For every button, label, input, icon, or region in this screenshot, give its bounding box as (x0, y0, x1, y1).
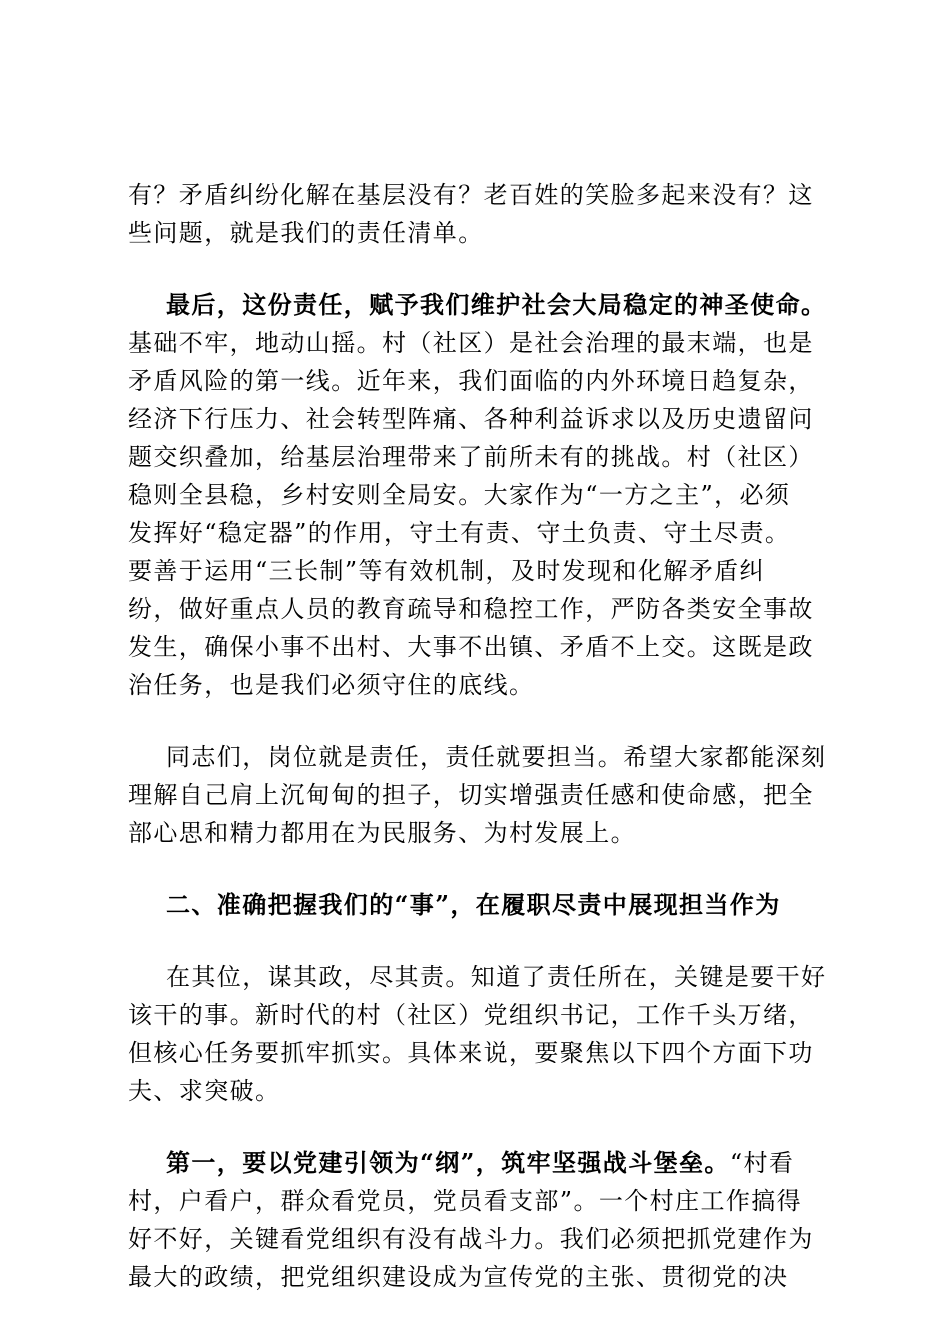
text-line: 夫、求突破。 (128, 1077, 281, 1105)
paragraph-2 (128, 286, 832, 704)
paragraph-gap (128, 852, 832, 886)
text-line: 同志们，岗位就是责任，责任就要担当。希望大家都能深刻 (166, 743, 827, 771)
text-line: 最大的政绩，把党组织建设成为宣传党的主张、贯彻党的决 (128, 1263, 789, 1291)
paragraph-4 (128, 958, 832, 1110)
lead-continuation: “村看 (729, 1149, 795, 1177)
paragraph-gap (128, 924, 832, 958)
bold-lead-sentence: 最后，这份责任，赋予我们维护社会大局稳定的神圣使命。 (166, 290, 827, 319)
text-line: 发挥好“稳定器”的作用，守土有责、守土负责、守土尽责。 (128, 519, 791, 547)
section-heading: 二、准确把握我们的“事”，在履职尽责中展现担当作为 (166, 890, 781, 919)
paragraph-1 (128, 176, 832, 252)
bold-lead-sentence: 第一，要以党建引领为“纲”，筑牢坚强战斗堡垒。 (166, 1148, 730, 1177)
text-line: 矛盾风险的第一线。近年来，我们面临的内外环境日趋复杂， (128, 367, 814, 395)
paragraph-5 (128, 1144, 832, 1296)
text-line: 题交织叠加，给基层治理带来了前所未有的挑战。村（社区） (128, 443, 814, 471)
text-line: 但核心任务要抓牢抓实。具体来说，要聚焦以下四个方面下功 (128, 1039, 814, 1067)
document-page (128, 176, 832, 1296)
paragraph-gap (128, 1110, 832, 1144)
text-line: 基础不牢，地动山摇。村（社区）是社会治理的最末端，也是 (128, 329, 814, 357)
paragraph-3 (128, 738, 832, 852)
text-line: 好不好，关键看党组织有没有战斗力。我们必须把抓党建作为 (128, 1225, 814, 1253)
paragraph-gap (128, 704, 832, 738)
text-line: 治任务，也是我们必须守住的底线。 (128, 671, 535, 699)
paragraph-gap (128, 252, 832, 286)
text-line: 村，户看户，群众看党员，党员看支部”。一个村庄工作搞得 (128, 1187, 803, 1215)
text-line-mixed (128, 1144, 832, 1182)
text-line: 发生，确保小事不出村、大事不出镇、矛盾不上交。这既是政 (128, 633, 814, 661)
text-line: 纷，做好重点人员的教育疏导和稳控工作，严防各类安全事故 (128, 595, 814, 623)
text-line: 经济下行压力、社会转型阵痛、各种利益诉求以及历史遗留问 (128, 405, 814, 433)
text-line: 有？矛盾纠纷化解在基层没有？老百姓的笑脸多起来没有？这 (128, 181, 814, 209)
text-line: 理解自己肩上沉甸甸的担子，切实增强责任感和使命感，把全 (128, 781, 814, 809)
text-line: 稳则全县稳，乡村安则全局安。大家作为“一方之主”，必须 (128, 481, 791, 509)
text-line: 部心思和精力都用在为民服务、为村发展上。 (128, 819, 636, 847)
text-line: 些问题，就是我们的责任清单。 (128, 219, 484, 247)
text-line: 该干的事。新时代的村（社区）党组织书记，工作千头万绪， (128, 1001, 814, 1029)
text-line: 要善于运用“三长制”等有效机制，及时发现和化解矛盾纠 (128, 557, 765, 585)
text-line: 在其位，谋其政，尽其责。知道了责任所在，关键是要干好 (166, 963, 827, 991)
